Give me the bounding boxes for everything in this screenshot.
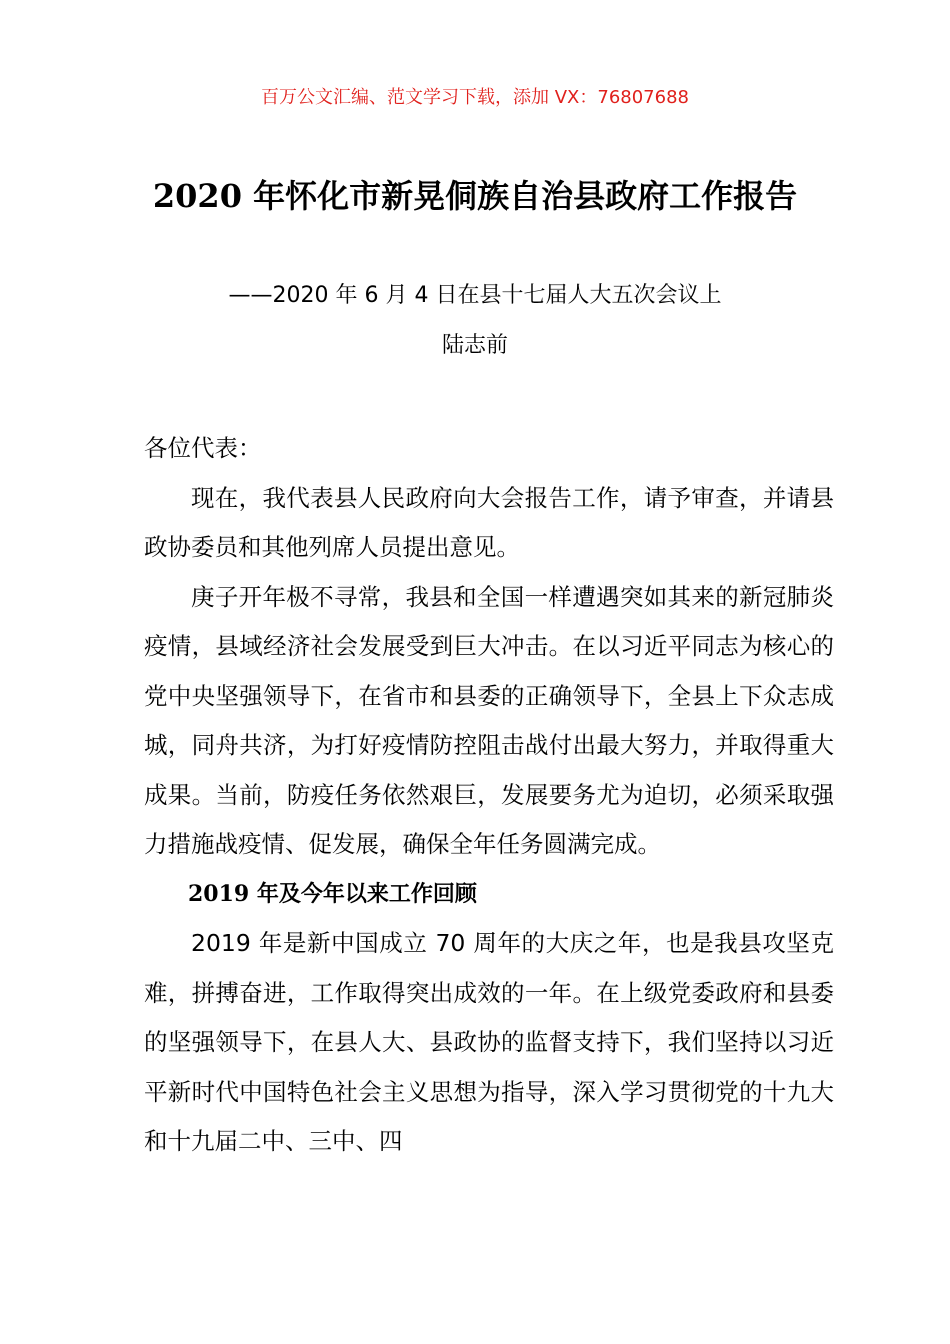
document-subtitle: ——2020 年 6 月 4 日在县十七届人大五次会议上 bbox=[228, 283, 722, 308]
document-title: 2020 年怀化市新晃侗族自治县政府工作报告 bbox=[152, 177, 798, 215]
paragraph-epidemic: 庚子开年极不寻常，我县和全国一样遭遇突如其来的新冠肺炎疫情，县域经济社会发展受到巨大冲击。在以习近平同志为核心的党中央坚强领导下，在省市和县委的正确领导下，全县上下众志成城，同舟共济，为打好疫情防控阻击战付出最大努力，并取得重大成果。当前，防疫任务依然艰巨，发展要务尤为迫切，必须采取强力措施战疫情、促发展，确保全年任务圆满完成。 bbox=[144, 582, 834, 858]
document-author: 陆志前 bbox=[441, 333, 508, 358]
paragraph-opening: 现在，我代表县人民政府向大会报告工作，请予审查，并请县政协委员和其他列席人员提出意见。 bbox=[144, 483, 834, 561]
salutation: 各位代表： bbox=[144, 434, 262, 462]
paragraph-review: 2019 年是新中国成立 70 周年的大庆之年，也是我县攻坚克难，拼搏奋进，工作取得突出成效的一年。在上级党委政府和县委的坚强领导下，在县人大、县政协的监督支持下，我们坚持以习近平新时代中国特色社会主义思想为指导，深入学习贯彻党的十九大和十九届二中、三中、四 bbox=[144, 929, 834, 1155]
watermark-contact-note: 百万公文汇编、范文学习下载，添加 VX：76807688 bbox=[261, 87, 689, 108]
document-body bbox=[144, 424, 834, 1167]
section-heading: 2019 年及今年以来工作回顾 bbox=[188, 880, 477, 907]
